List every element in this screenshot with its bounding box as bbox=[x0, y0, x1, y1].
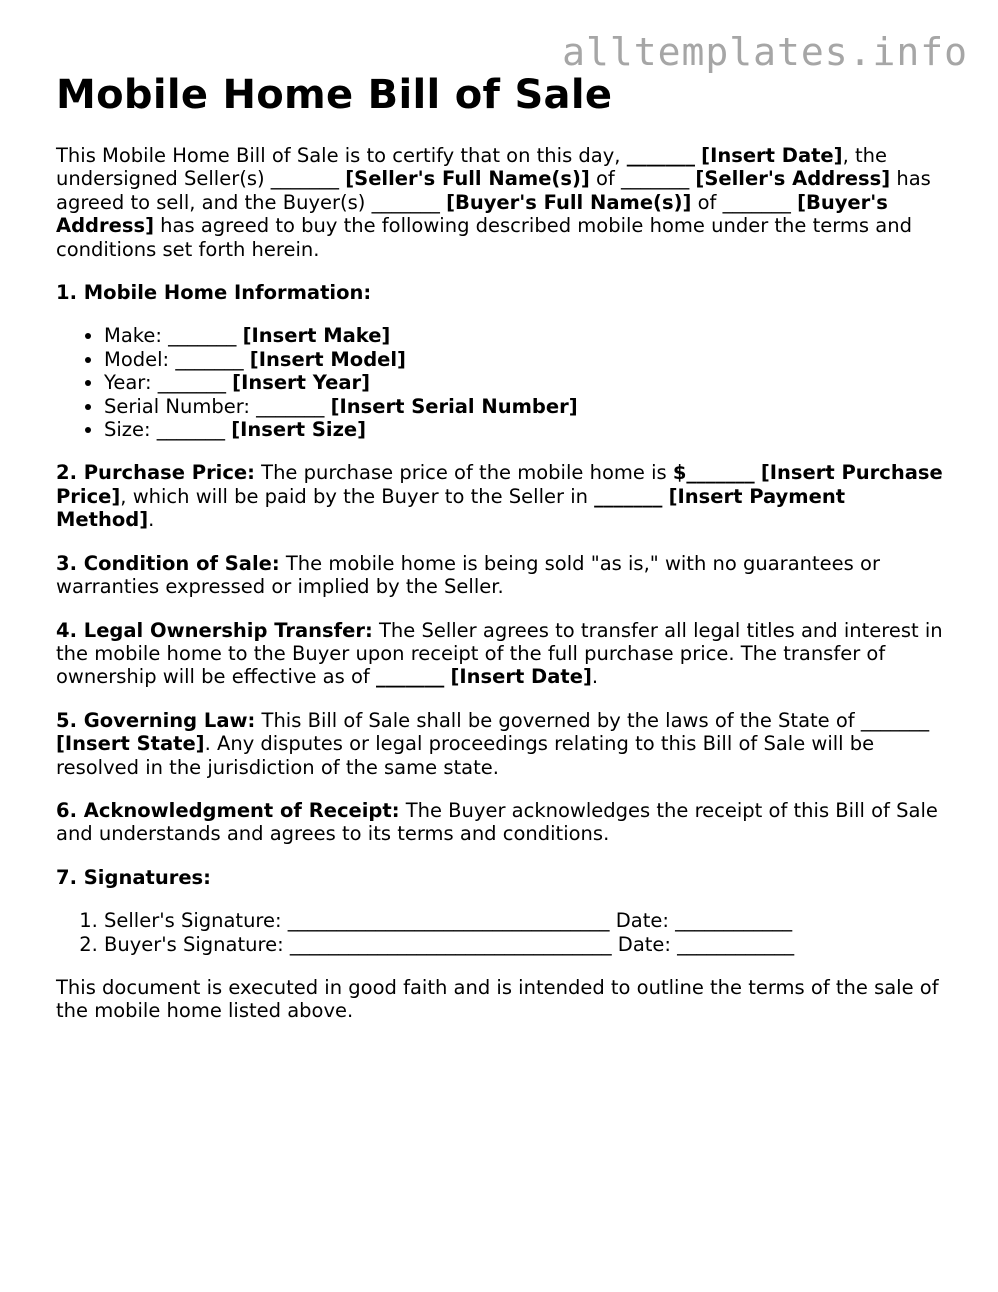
blank-field: _______ bbox=[371, 190, 440, 214]
mobile-home-info-list bbox=[56, 324, 946, 441]
blank-field: _______ bbox=[376, 665, 445, 689]
section-6-heading: 6. Acknowledgment of Receipt: bbox=[56, 798, 400, 822]
seller-name-placeholder: [Seller's Full Name(s)] bbox=[345, 167, 590, 191]
blank-field: _______ bbox=[620, 167, 690, 191]
list-item: • Model: _______ [Insert Model] bbox=[104, 348, 946, 371]
section-5-heading: 5. Governing Law: bbox=[56, 708, 256, 732]
intro-text: This Mobile Home Bill of Sale is to certify that on this day, bbox=[56, 144, 627, 167]
intro-paragraph bbox=[56, 144, 946, 261]
price-blank: $_______ bbox=[672, 461, 755, 485]
closing-paragraph: This document is executed in good faith and is intended to outline the terms of the sale of the mobile home listed above. bbox=[56, 975, 939, 1023]
intro-text: has agreed to buy the following described mobile home under the terms and conditions set forth herein. bbox=[56, 214, 912, 261]
transfer-date-placeholder: [Insert Date] bbox=[450, 665, 592, 689]
section-4-heading: 4. Legal Ownership Transfer: bbox=[56, 618, 373, 642]
section-3-heading: 3. Condition of Sale: bbox=[56, 551, 280, 575]
blank-field: _______ bbox=[860, 708, 930, 732]
section-5-governing-law: 5. Governing Law: This Bill of Sale shall be governed by the laws of the State of _______ [Insert State]. Any disputes or legal proceedings relating to this Bill of Sale will be resolved in the jurisdiction of the same state. bbox=[56, 708, 930, 779]
blank-field: _______ bbox=[626, 144, 695, 167]
blank-field: _______ bbox=[175, 347, 244, 371]
intro-text: of bbox=[589, 167, 621, 191]
list-item: • Size: _______ [Insert Size] bbox=[104, 418, 946, 441]
section-4-ownership: 4. Legal Ownership Transfer: The Seller agrees to transfer all legal titles and interest in the mobile home to the Buyer upon receipt of the full purchase price. The transfer of ownership will be effective as of _______ [Insert Date]. bbox=[56, 618, 943, 689]
state-placeholder: [Insert State] bbox=[56, 732, 205, 756]
insert-date-placeholder: [Insert Date] bbox=[701, 144, 843, 167]
buyer-signature-line: 2. Buyer's Signature: _________________________________ Date: ____________ bbox=[104, 933, 946, 956]
blank-field: _______ bbox=[156, 418, 226, 442]
section-1-heading: 1. Mobile Home Information: bbox=[56, 281, 372, 305]
intro-text: has agreed to sell, and the Buyer(s) bbox=[56, 167, 931, 214]
intro-text: , the undersigned Seller(s) bbox=[56, 144, 887, 191]
blank-field: _______ bbox=[722, 190, 791, 214]
buyer-name-placeholder: [Buyer's Full Name(s)] bbox=[446, 190, 692, 214]
section-7-heading: 7. Signatures: bbox=[56, 865, 211, 889]
seller-address-placeholder: [Seller's Address] bbox=[695, 167, 891, 191]
intro-text: of bbox=[691, 190, 723, 214]
section-2-heading: 2. Purchase Price: bbox=[56, 461, 255, 485]
payment-method-placeholder: [Insert Payment Method] bbox=[56, 484, 846, 532]
list-item: • Serial Number: _______ [Insert Serial Number] bbox=[104, 395, 946, 418]
document-title: Mobile Home Bill of Sale bbox=[56, 72, 613, 118]
blank-field: _______ bbox=[168, 324, 237, 348]
list-item: • Year: _______ [Insert Year] bbox=[104, 371, 946, 394]
list-item: • Make: _______ [Insert Make] bbox=[104, 324, 946, 347]
section-3-condition: 3. Condition of Sale: The mobile home is being sold "as is," with no guarantees or warranties expressed or implied by the Seller. bbox=[56, 551, 880, 599]
blank-field: _______ bbox=[270, 167, 340, 191]
section-2-purchase-price: 2. Purchase Price: The purchase price of the mobile home is $_______ [Insert Purchase Price], which will be paid by the Buyer to the Seller in _______ [Insert Payment Method]. bbox=[56, 461, 943, 532]
signature-list bbox=[56, 909, 946, 956]
price-placeholder: [Insert Purchase Price] bbox=[56, 461, 943, 508]
buyer-address-placeholder: [Buyer's Address] bbox=[56, 190, 888, 238]
blank-field: _______ bbox=[256, 394, 325, 418]
document-page bbox=[56, 68, 946, 1023]
section-6-acknowledgment: 6. Acknowledgment of Receipt: The Buyer acknowledges the receipt of this Bill of Sale and understands and agrees to its terms and conditions. bbox=[56, 798, 938, 846]
seller-signature-line: 1. Seller's Signature: _________________________________ Date: ____________ bbox=[104, 909, 946, 932]
blank-field: _______ bbox=[594, 484, 663, 508]
blank-field: _______ bbox=[157, 371, 226, 395]
watermark: alltemplates.info bbox=[562, 30, 968, 74]
